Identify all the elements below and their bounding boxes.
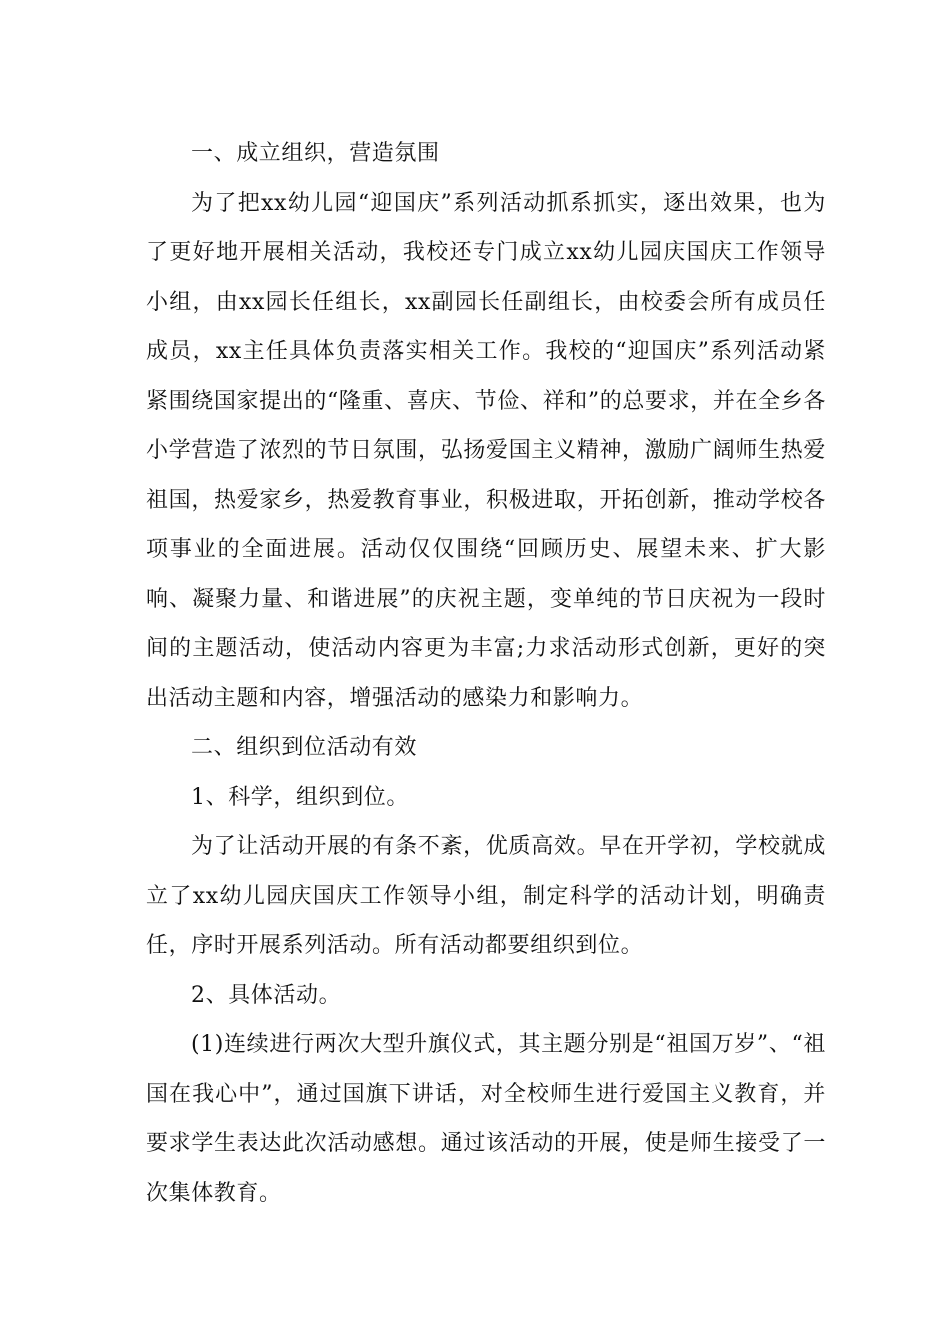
document-body [146, 129, 826, 1218]
subheading-2: 2、具体活动。 [191, 982, 342, 1008]
paragraph: 为了把xx幼儿园“迎国庆”系列活动抓系抓实，逐出效果，也为了更好地开展相关活动，我校还专门成立xx幼儿园庆国庆工作领导小组，由xx园长任组长，xx副园长任副组长，由校委会所有成员任成员，xx主任具体负责落实相关工作。我校的“迎国庆”系列活动紧紧围绕国家提出的“隆重、喜庆、节俭、祥和”的总要求，并在全乡各小学营造了浓烈的节日氛围，弘扬爱国主义精神，激励广阔师生热爱祖国，热爱家乡，热爱教育事业，积极进取，开拓创新，推动学校各项事业的全面进展。活动仅仅围绕“回顾历史、展望未来、扩大影响、凝聚力量、和谐进展”的庆祝主题，变单纯的节日庆祝为一段时间的主题活动，使活动内容更为丰富;力求活动形式创新，更好的突出活动主题和内容，增强活动的感染力和影响力。 [146, 190, 826, 711]
paragraph: (1)连续进行两次大型升旗仪式，其主题分别是“祖国万岁”、“祖国在我心中”，通过国旗下讲话，对全校师生进行爱国主义教育，并要求学生表达此次活动感想。通过该活动的开展，使是师生接受了一次集体教育。 [146, 1032, 826, 1206]
section-heading-2: 二、组织到位活动有效 [191, 735, 418, 760]
paragraph: 为了让活动开展的有条不紊，优质高效。早在开学初，学校就成立了xx幼儿园庆国庆工作领导小组，制定科学的活动计划，明确责任，序时开展系列活动。所有活动都要组织到位。 [146, 834, 826, 958]
subheading-1: 1、科学，组织到位。 [191, 784, 409, 810]
section-heading-1: 一、成立组织，营造氛围 [191, 141, 440, 166]
